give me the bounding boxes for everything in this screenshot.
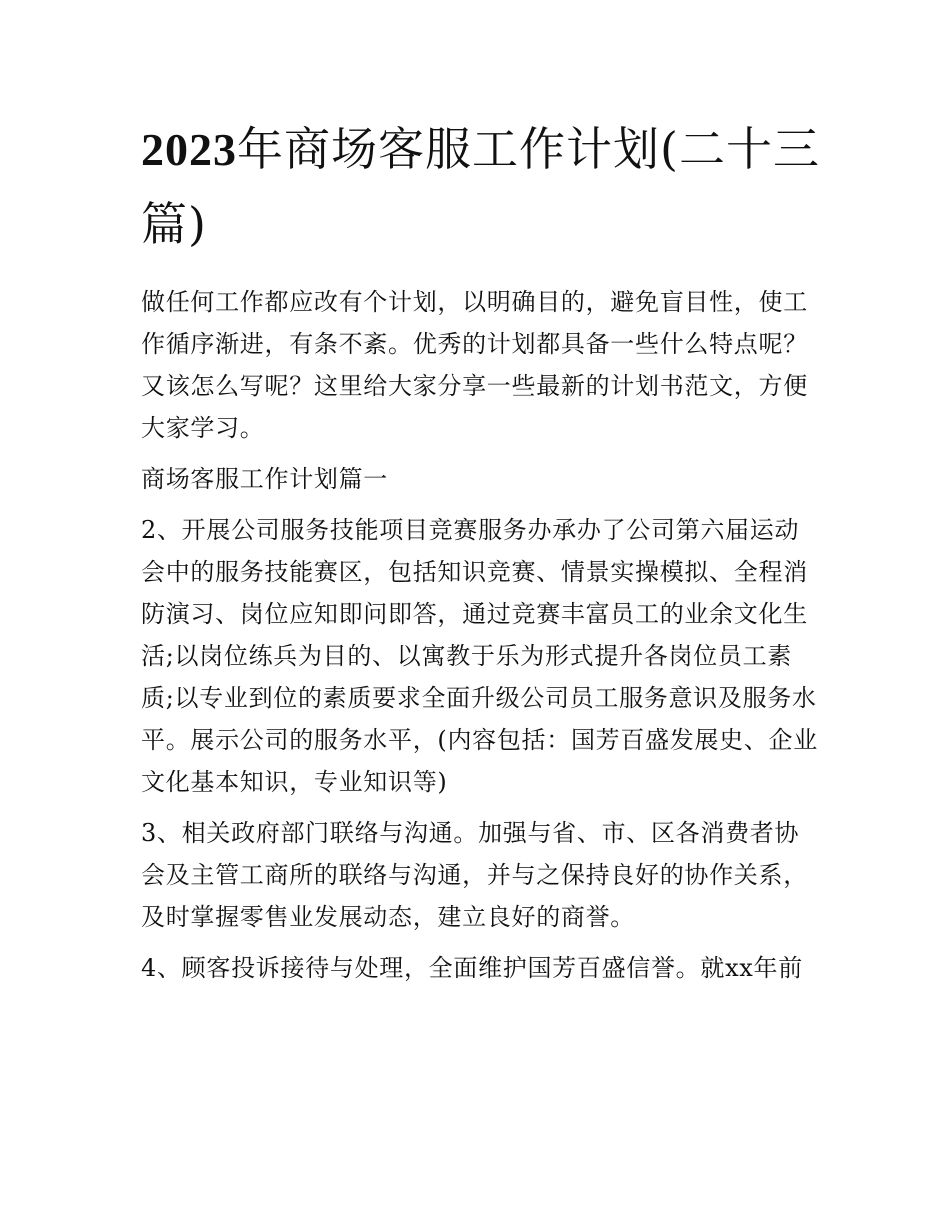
title-text: 年商场客服工作计划(二十三篇) (141, 122, 820, 251)
section-heading: 商场客服工作计划篇一 (141, 465, 388, 493)
document-title (141, 112, 821, 261)
intro-paragraph: 做任何工作都应改有个计划，以明确目的，避免盲目性，使工作循序渐进，有条不紊。优秀的计划都具备一些什么特点呢？又该怎么写呢？这里给大家分享一些最新的计划书范文，方便大家学习。 (141, 288, 808, 442)
body-paragraph: 2、开展公司服务技能项目竞赛服务办承办了公司第六届运动会中的服务技能赛区，包括知识竞赛、情景实操模拟、全程消防演习、岗位应知即问即答，通过竞赛丰富员工的业余文化生活;以岗位练兵为目的、以寓教于乐为形式提升各岗位员工素质;以专业到位的素质要求全面升级公司员工服务意识及服务水平。展示公司的服务水平，(内容包括：国芳百盛发展史、企业文化基本知识，专业知识等) (141, 516, 818, 796)
body-paragraph: 3、相关政府部门联络与沟通。加强与省、市、区各消费者协会及主管工商所的联络与沟通，并与之保持良好的协作关系，及时掌握零售业发展动态，建立良好的商誉。 (141, 819, 808, 931)
body-paragraph: 4、顾客投诉接待与处理，全面维护国芳百盛信誉。就xx年前 (141, 954, 803, 982)
title-year: 2023 (141, 124, 237, 175)
document-body (141, 281, 821, 998)
